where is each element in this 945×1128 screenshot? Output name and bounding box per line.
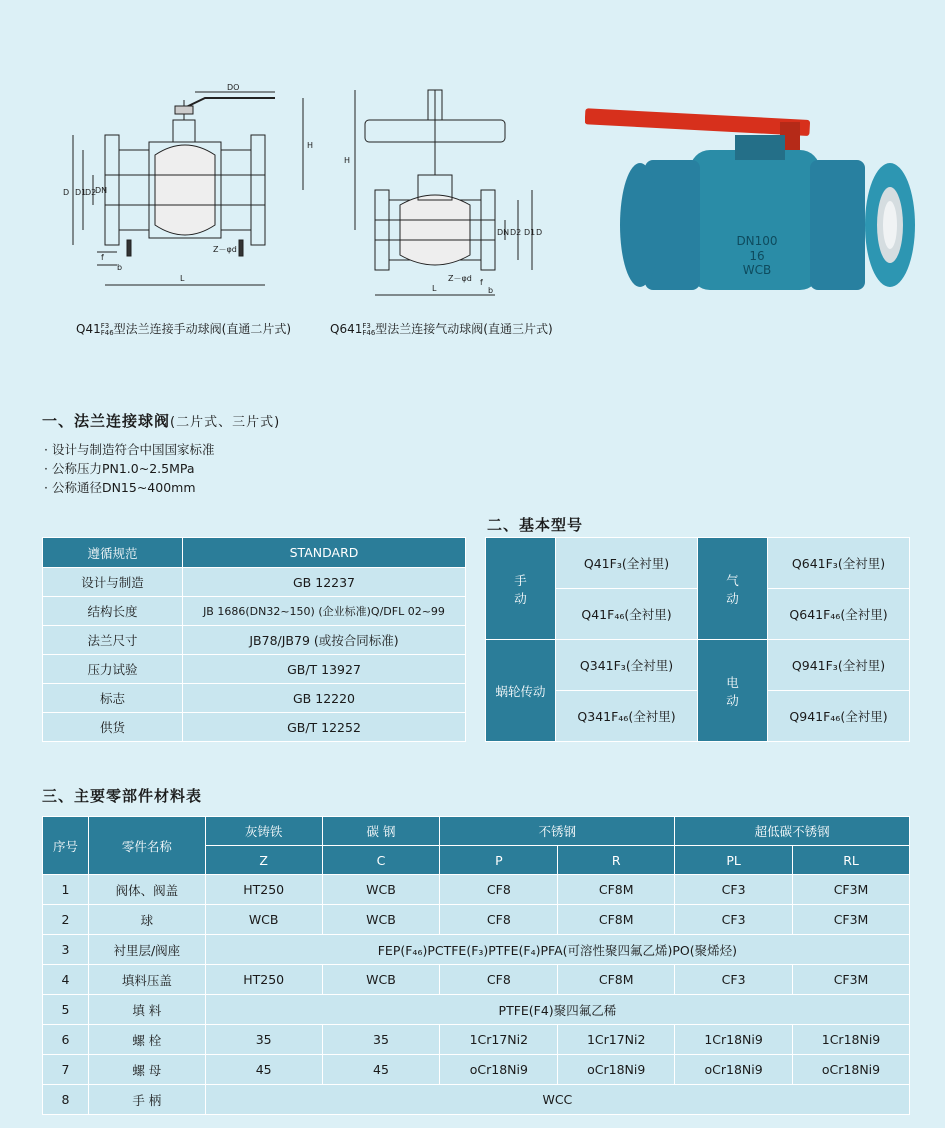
- label-dn: DN: [95, 186, 108, 195]
- table-cell: 3: [43, 935, 89, 965]
- table-cell: 1Cr17Ni2: [558, 1025, 675, 1055]
- col-code: C: [322, 846, 440, 875]
- col-header-cast-iron: 灰铸铁: [205, 817, 322, 846]
- table-cell: 45: [322, 1055, 440, 1085]
- label-h-2: H: [344, 156, 351, 165]
- label-dn-2: DN: [497, 228, 510, 237]
- model-group-electric: 电 动: [698, 640, 768, 742]
- right-drawing-caption: Q641F3 F46型法兰连接气动球阀(直通三片式): [330, 321, 553, 337]
- label-d1-2: D1: [524, 228, 536, 237]
- col-code: P: [440, 846, 558, 875]
- table-row: 设计与制造 GB 12237: [43, 568, 466, 597]
- table-cell: 35: [205, 1025, 322, 1055]
- table-cell: oCr18Ni9: [793, 1055, 910, 1085]
- table-cell: FEP(F₄₆)PCTFE(F₃)PTFE(F₄)PFA(可溶性聚四氟乙烯)PO(聚烯烃): [205, 935, 909, 965]
- label-d1: D1: [75, 188, 87, 197]
- table-cell: 螺 栓: [88, 1025, 205, 1055]
- section2-title: 二、基本型号: [487, 516, 584, 534]
- model-item: Q341F₄₆(全衬里): [556, 691, 698, 742]
- table-cell: CF3M: [793, 905, 910, 935]
- valve-marking-mat: WCB: [742, 263, 772, 277]
- label-l-2: L: [432, 284, 437, 293]
- label-d2: D2: [85, 188, 97, 197]
- table-cell: 35: [322, 1025, 440, 1055]
- col-code: Z: [205, 846, 322, 875]
- table-cell: CF8M: [558, 965, 675, 995]
- table-row: 标志 GB 12220: [43, 684, 466, 713]
- table-cell: 8: [43, 1085, 89, 1115]
- table-row: [43, 1025, 910, 1055]
- col-header-part: 零件名称: [88, 817, 205, 875]
- table-cell: CF3: [675, 965, 793, 995]
- ball-valve-photo: [585, 100, 925, 315]
- table-cell: CF3M: [793, 875, 910, 905]
- pneumatic-valve-drawing: [340, 85, 550, 300]
- table-cell: WCC: [205, 1085, 909, 1115]
- table-cell: WCB: [322, 905, 440, 935]
- table-cell: WCB: [322, 965, 440, 995]
- table-row: [43, 965, 910, 995]
- label-b-2: b: [488, 286, 494, 295]
- table-cell: 衬里层/阀座: [88, 935, 205, 965]
- models-table: [485, 537, 910, 742]
- table-cell: 阀体、阀盖: [88, 875, 205, 905]
- table-row: 压力试验 GB/T 13927: [43, 655, 466, 684]
- model-item: Q941F₃(全衬里): [768, 640, 910, 691]
- label-b: b: [117, 263, 123, 272]
- table-cell: oCr18Ni9: [558, 1055, 675, 1085]
- valve-marking-dn: DN100: [736, 234, 778, 248]
- table-cell: CF8: [440, 965, 558, 995]
- label-do: DO: [227, 83, 240, 92]
- label-f: f: [101, 253, 104, 262]
- label-zd: Z－φd: [213, 245, 237, 254]
- table-cell: CF8M: [558, 905, 675, 935]
- model-group-manual: 手 动: [486, 538, 556, 640]
- label-h: H: [307, 141, 314, 150]
- table-cell: CF3: [675, 905, 793, 935]
- table-row: [43, 935, 910, 965]
- table-cell: HT250: [205, 875, 322, 905]
- table-cell: 6: [43, 1025, 89, 1055]
- valve-marking-pn: 16: [749, 249, 765, 263]
- table-cell: PTFE(F4)聚四氟乙稀: [205, 995, 909, 1025]
- bullet-item: · 公称通径DN15~400mm: [44, 480, 196, 495]
- table-row: [43, 875, 910, 905]
- table-header-cell: STANDARD: [183, 538, 466, 568]
- table-cell: HT250: [205, 965, 322, 995]
- model-group-pneumatic: 气 动: [698, 538, 768, 640]
- col-code: RL: [793, 846, 910, 875]
- section1-title: 一、法兰连接球阀(二片式、三片式): [42, 412, 281, 430]
- section3-title: 三、主要零部件材料表: [42, 787, 203, 805]
- table-cell: CF8: [440, 875, 558, 905]
- table-cell: CF3M: [793, 965, 910, 995]
- col-header-low-carbon-stainless: 超低碳不锈钢: [675, 817, 910, 846]
- model-item: Q641F₃(全衬里): [768, 538, 910, 589]
- label-d: D: [63, 188, 70, 197]
- left-drawing-caption: Q41F3 F46型法兰连接手动球阀(直通二片式): [76, 321, 292, 337]
- table-cell: 4: [43, 965, 89, 995]
- table-cell: 7: [43, 1055, 89, 1085]
- table-cell: 1Cr18Ni9: [793, 1025, 910, 1055]
- col-header-stainless: 不锈钢: [440, 817, 675, 846]
- table-cell: 5: [43, 995, 89, 1025]
- col-code: R: [558, 846, 675, 875]
- table-cell: oCr18Ni9: [675, 1055, 793, 1085]
- table-cell: 手 柄: [88, 1085, 205, 1115]
- col-header-carbon-steel: 碳 钢: [322, 817, 440, 846]
- model-item: Q41F₃(全衬里): [556, 538, 698, 589]
- table-cell: 填 料: [88, 995, 205, 1025]
- model-item: Q641F₄₆(全衬里): [768, 589, 910, 640]
- standards-table: [42, 537, 466, 742]
- table-row: 结构长度 JB 1686(DN32~150) (企业标准)Q/DFL 02~99: [43, 597, 466, 626]
- table-cell: 1Cr18Ni9: [675, 1025, 793, 1055]
- label-f-2: f: [480, 278, 483, 287]
- table-row: 供货 GB/T 12252: [43, 713, 466, 742]
- section1-bullets: [44, 440, 214, 497]
- table-cell: 2: [43, 905, 89, 935]
- table-cell: CF3: [675, 875, 793, 905]
- label-l: L: [180, 274, 185, 283]
- col-code: PL: [675, 846, 793, 875]
- table-cell: 45: [205, 1055, 322, 1085]
- table-cell: 球: [88, 905, 205, 935]
- model-item: Q941F₄₆(全衬里): [768, 691, 910, 742]
- col-header-no: 序号: [43, 817, 89, 875]
- model-item: Q41F₄₆(全衬里): [556, 589, 698, 640]
- model-item: Q341F₃(全衬里): [556, 640, 698, 691]
- table-cell: WCB: [322, 875, 440, 905]
- table-cell: 填料压盖: [88, 965, 205, 995]
- table-cell: 螺 母: [88, 1055, 205, 1085]
- bullet-item: · 公称压力PN1.0~2.5MPa: [44, 461, 195, 476]
- label-d-2: D: [536, 228, 543, 237]
- table-row: 法兰尺寸 JB78/JB79 (或按合同标准): [43, 626, 466, 655]
- table-cell: WCB: [205, 905, 322, 935]
- table-cell: 1: [43, 875, 89, 905]
- model-group-worm-gear: 蜗轮传动: [486, 640, 556, 742]
- table-header-cell: 遵循规范: [43, 538, 183, 568]
- bullet-item: · 设计与制造符合中国国家标准: [44, 442, 215, 457]
- table-cell: oCr18Ni9: [440, 1055, 558, 1085]
- table-cell: CF8M: [558, 875, 675, 905]
- manual-valve-drawing: [55, 80, 325, 295]
- table-cell: 1Cr17Ni2: [440, 1025, 558, 1055]
- materials-table: [42, 816, 910, 1115]
- label-zd-2: Z－φd: [448, 274, 472, 283]
- table-row: [43, 905, 910, 935]
- label-d2-2: D2: [510, 228, 522, 237]
- table-cell: CF8: [440, 905, 558, 935]
- table-row: [43, 995, 910, 1025]
- table-row: [43, 1055, 910, 1085]
- table-row: [43, 1085, 910, 1115]
